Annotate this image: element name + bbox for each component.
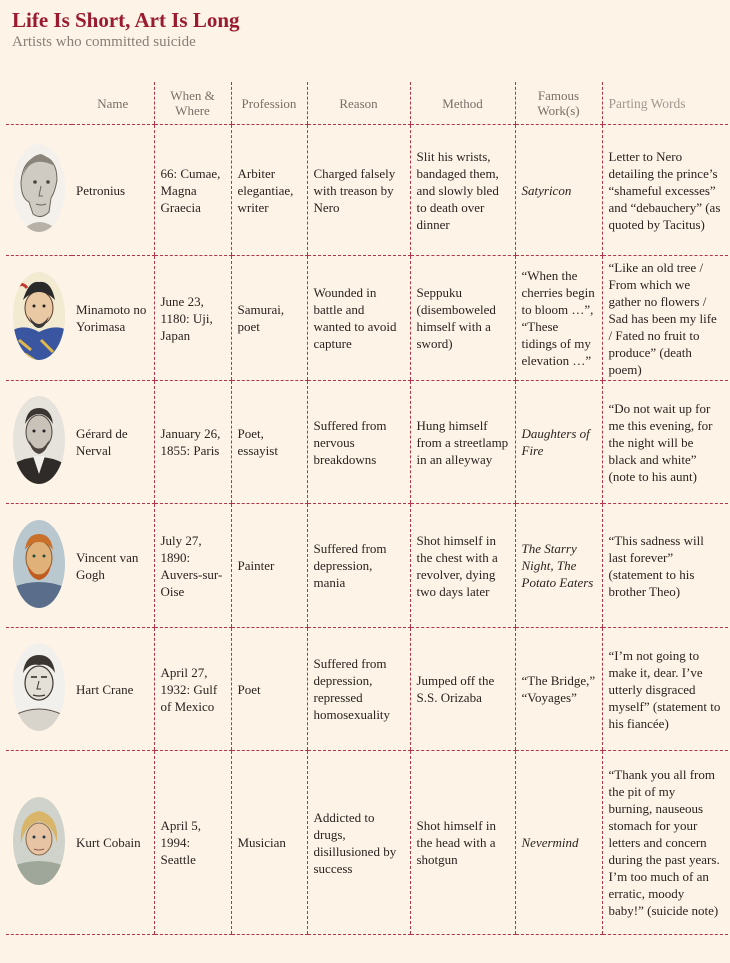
page-title: Life Is Short, Art Is Long: [12, 8, 240, 32]
cell-name: Minamoto no Yorimasa: [72, 256, 154, 381]
hart-crane-portrait-icon: [11, 641, 67, 733]
cell-profession: Poet: [231, 628, 307, 751]
table-header-row: [6, 82, 728, 125]
cell-words: “I’m not going to make it, dear. I’ve utterly disgraced myself” (statement to his fiancée): [602, 628, 728, 751]
header-words: Parting Words: [602, 82, 728, 125]
cell-when: July 27, 1890: Auvers-sur-Oise: [154, 504, 231, 628]
nerval-portrait-icon: [11, 394, 67, 486]
cell-words: “Like an old tree / From which we gather no flowers / Sad has been my life / Fated no fruit to produce” (death poem): [602, 256, 728, 381]
cell-profession: Musician: [231, 751, 307, 935]
cell-reason: Suffered from depression, mania: [307, 504, 410, 628]
cell-words: Letter to Nero detailing the prince’s “shameful excesses” and “debauchery” (as quoted by Tacitus): [602, 125, 728, 256]
cell-reason: Addicted to drugs, disillusioned by success: [307, 751, 410, 935]
cell-reason: Charged falsely with treason by Nero: [307, 125, 410, 256]
header-reason: Reason: [307, 82, 410, 125]
cell-works: Nevermind: [515, 751, 602, 935]
cell-works: Daughters of Fire: [515, 381, 602, 504]
cell-works: Satyricon: [515, 125, 602, 256]
cell-method: Jumped off the S.S. Orizaba: [410, 628, 515, 751]
cell-reason: Suffered from depression, repressed homosexuality: [307, 628, 410, 751]
cell-works: “When the cherries begin to bloom …”, “These tidings of my elevation …”: [515, 256, 602, 381]
table-row: [6, 256, 728, 381]
cell-profession: Samurai, poet: [231, 256, 307, 381]
cell-reason: Wounded in battle and wanted to avoid capture: [307, 256, 410, 381]
van-gogh-portrait-icon: [11, 518, 67, 610]
cell-works: “The Bridge,” “Voyages”: [515, 628, 602, 751]
petronius-portrait-icon: [11, 142, 67, 234]
page-subtitle: Artists who committed suicide: [12, 34, 196, 50]
cell-name: Gérard de Nerval: [72, 381, 154, 504]
cell-words: “This sadness will last forever” (statement to his brother Theo): [602, 504, 728, 628]
table-row: [6, 751, 728, 935]
portrait-cell: [6, 125, 72, 256]
cell-profession: Arbiter elegantiae, writer: [231, 125, 307, 256]
header-works: Famous Work(s): [515, 82, 602, 125]
cell-name: Kurt Cobain: [72, 751, 154, 935]
portrait-cell: [6, 751, 72, 935]
cell-when: 66: Cumae, Magna Graecia: [154, 125, 231, 256]
header-portrait: [6, 82, 72, 125]
cell-words: “Do not wait up for me this evening, for the night will be black and white” (note to his aunt): [602, 381, 728, 504]
header-name: Name: [72, 82, 154, 125]
cell-when: January 26, 1855: Paris: [154, 381, 231, 504]
cell-when: April 27, 1932: Gulf of Mexico: [154, 628, 231, 751]
artists-table: [6, 82, 728, 935]
portrait-cell: [6, 504, 72, 628]
cell-when: June 23, 1180: Uji, Japan: [154, 256, 231, 381]
portrait-cell: [6, 381, 72, 504]
cell-name: Petronius: [72, 125, 154, 256]
cell-method: Shot himself in the head with a shotgun: [410, 751, 515, 935]
cell-name: Vincent van Gogh: [72, 504, 154, 628]
cell-method: Slit his wrists, bandaged them, and slowly bled to death over dinner: [410, 125, 515, 256]
cell-profession: Poet, essayist: [231, 381, 307, 504]
cell-works: The Starry Night, The Potato Eaters: [515, 504, 602, 628]
cell-words: “Thank you all from the pit of my burning, nauseous stomach for your letters and concern during the past years. I’m too much of an erratic, moody baby!” (suicide note): [602, 751, 728, 935]
table-row: [6, 125, 728, 256]
header-when: When & Where: [154, 82, 231, 125]
cell-method: Seppuku (disemboweled himself with a sword): [410, 256, 515, 381]
table-row: [6, 381, 728, 504]
minamoto-portrait-icon: [11, 270, 67, 362]
table-row: [6, 628, 728, 751]
portrait-cell: [6, 628, 72, 751]
portrait-cell: [6, 256, 72, 381]
cell-reason: Suffered from nervous breakdowns: [307, 381, 410, 504]
cell-method: Shot himself in the chest with a revolver, dying two days later: [410, 504, 515, 628]
kurt-cobain-portrait-icon: [11, 795, 67, 887]
header-method: Method: [410, 82, 515, 125]
cell-when: April 5, 1994: Seattle: [154, 751, 231, 935]
table-row: [6, 504, 728, 628]
header-profession: Profession: [231, 82, 307, 125]
cell-profession: Painter: [231, 504, 307, 628]
cell-method: Hung himself from a streetlamp in an alleyway: [410, 381, 515, 504]
cell-name: Hart Crane: [72, 628, 154, 751]
